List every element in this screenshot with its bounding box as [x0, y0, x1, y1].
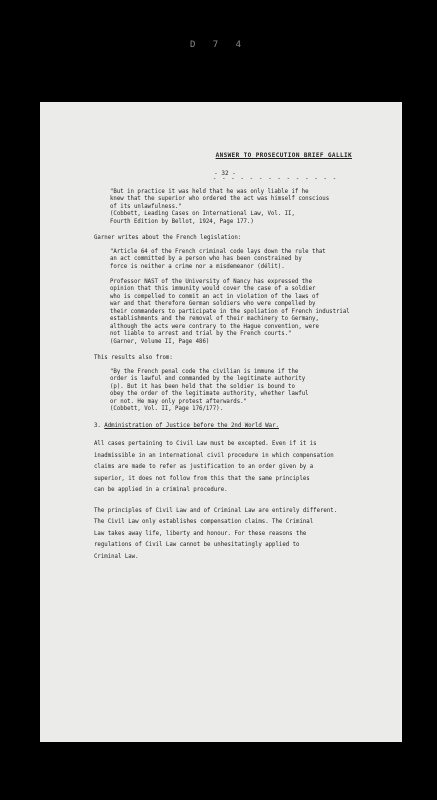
section-title: Administration of Justice before the 2nd World War. — [104, 422, 279, 429]
paragraph-civil-cases-text: All cases pertaining to Civil Law must be excepted. Even if it is inadmissible in an international civil procedure in which compensation claims are made to refer as justification to an order given by a superior, it does not follow from this that the same principles can be applied in a criminal procedure. — [94, 441, 334, 493]
garner-intro — [94, 235, 376, 243]
results-intro — [94, 355, 376, 363]
quote-penal-code-text: "By the French penal code the civilian is immune if the order is lawful and commanded by the legitimate authority (p). But it has been held that the soldier is bound to obey the order of the legitimate authority, whether lawful or not. He may only protest afterwards." (Cobbett, Vol. II, Page 176/177). — [110, 368, 309, 412]
quote-penal-code — [110, 369, 376, 414]
document-page — [40, 102, 402, 742]
quote-cobbett-text: "But in practice it was held that he was only liable if he knew that the superior who ordered the act was himself conscious of its unlawfulness." (Cobbett, Leading Cases on International Law, Vol. II, Fourth Edition by Bellot, 1924, Page 177.) — [110, 188, 330, 225]
garner-intro-text: Garner writes about the French legislation: — [94, 235, 242, 241]
quote-cobbett — [110, 189, 376, 227]
results-intro-text: This results also from: — [94, 355, 173, 361]
quote-garner-text: "Article 64 of the French criminal code lays down the rule that an act committed by a person who has been constrained by force is neither a crime nor a misdemeanor (délit). Professor NAST of the University of Nancy has expressed the opinion that this immunity would cover the case of a soldier who is compelled to commit an act in violation of the laws of war and that therefore German soldiers who were compelled by their commanders to participate in the spoliation of French industrial establishments and the removal of their machinery to Germany, although the acts were contrary to the Hague convention, were not liable to arrest and trial by the French courts." (Garner, Volume II, Page 486) — [110, 248, 350, 345]
page-number: - 32 - — [214, 169, 236, 177]
section-heading — [94, 423, 376, 431]
heading-underline-dashes: - - - - - - - - - - - - - - — [212, 175, 338, 182]
paragraph-principles — [94, 506, 376, 564]
quote-garner — [110, 249, 376, 347]
paragraph-principles-text: The principles of Civil Law and of Criminal Law are entirely different. The Civil Law only establishes compensation claims. The Criminal Law takes away life, liberty and honour. For these reasons the regulations of Civil Law cannot be unhesitatingly applied to Criminal Law. — [94, 507, 338, 560]
paragraph-civil-cases — [94, 439, 376, 497]
archive-stamp: D 7 4 — [189, 40, 248, 50]
section-number: 3. — [94, 422, 101, 429]
page-heading: ANSWER TO PROSECUTION BRIEF GALLIK — [215, 152, 352, 159]
